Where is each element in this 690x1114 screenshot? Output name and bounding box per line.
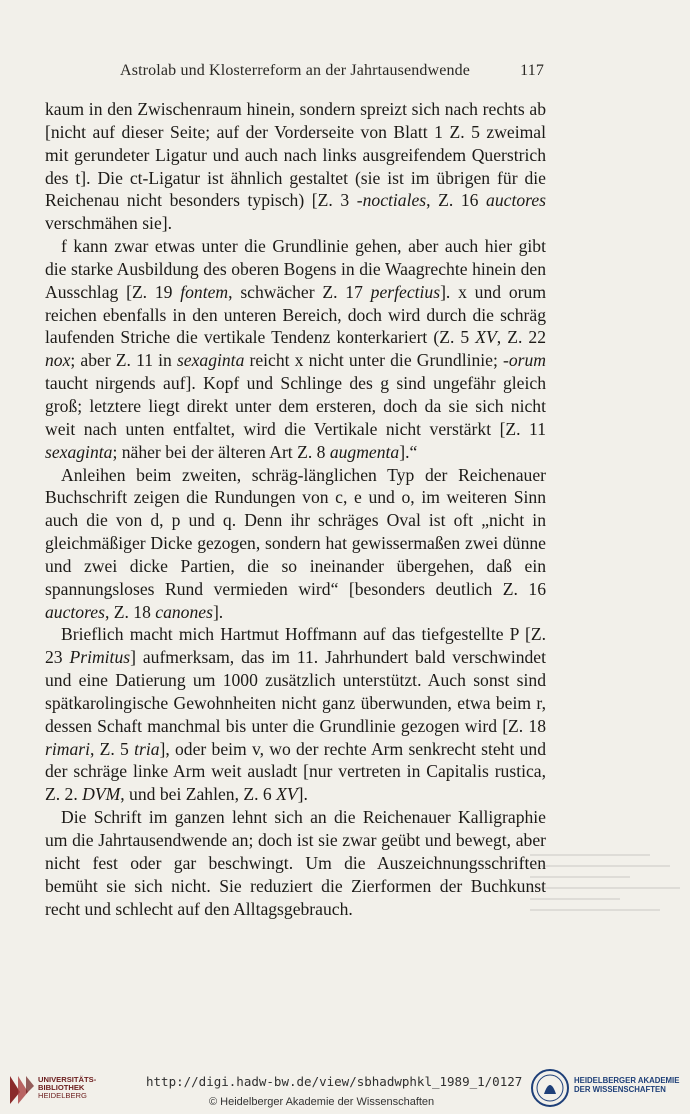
library-line: BIBLIOTHEK <box>38 1083 85 1093</box>
text-run: ], oder beim v, wo der rechte Arm senkrecht steht und der schräge linke Arm weit ausladt [nur vertreten in Capitalis rustica, Z. 2. <box>45 738 546 805</box>
text-run: , Z. 18 <box>104 601 156 622</box>
paragraph <box>45 623 546 806</box>
body-text <box>45 98 546 920</box>
italic-citation: tria <box>134 738 160 759</box>
italic-citation: auctores <box>45 601 105 622</box>
text-run: Anleihen beim zweiten, schräg-länglichen Typ der Reichenauer Buchschrift zeigen die Rundungen von c, e und o, im weiteren Sinn auch die von d, p und q. Denn ihr schräges Oval ist oft „nicht in gleichmäßiger Dicke gezogen, sondern hat gewissermaßen zwei dünne und zwei dicke Partien, die so ineinander übergehen, daß ein spannungsloses Rund vermieden wird“ [besonders deutlich Z. 16 <box>45 464 546 599</box>
page-number: 117 <box>520 62 544 79</box>
text-run: , Z. 16 <box>426 190 487 211</box>
italic-citation: sexaginta <box>176 350 245 371</box>
text-run: kaum in den Zwischenraum hinein, sondern spreizt sich nach rechts ab [nicht auf dieser Seite; auf der Vorderseite von Blatt 1 Z. 5 zweimal mit gerundeter Ligatur und auch nach links ausgreifendem Querstrich des t]. Die ct-Ligatur ist ähnlich gestaltet (sie ist im übrigen für die Reichenau nicht besonders typisch) [Z. 3 <box>45 99 546 211</box>
italic-citation: sexaginta <box>45 441 113 462</box>
text-run: , schwächer Z. 17 <box>228 281 371 302</box>
italic-citation: perfectius <box>370 281 441 302</box>
paragraph <box>45 464 546 624</box>
text-run: , Z. 5 <box>89 738 135 759</box>
library-line: HEIDELBERG <box>38 1091 87 1101</box>
text-run: , Z. 22 <box>496 327 546 348</box>
italic-citation: DVM <box>82 784 121 805</box>
text-run: f kann zwar etwas unter die Grundlinie gehen, aber auch hier gibt die starke Ausbildung des oberen Bogens in die Waagrechte hinein den Ausschlag [Z. 19 <box>45 236 546 302</box>
academy-seal-icon <box>530 1068 570 1108</box>
text-run: ; aber Z. 11 in <box>70 350 177 371</box>
text-run: ].“ <box>399 441 418 462</box>
library-line: UNIVERSITÄTS- <box>38 1075 97 1084</box>
copyright-notice: © Heidelberger Akademie der Wissenschaften <box>209 1096 435 1108</box>
italic-citation: -orum <box>502 350 546 371</box>
digitization-footer <box>0 1064 690 1114</box>
italic-citation: augmenta <box>329 441 400 462</box>
academy-line: HEIDELBERGER AKADEMIE <box>574 1076 680 1085</box>
running-title: Astrolab und Klosterreform an der Jahrtausendwende <box>120 62 471 79</box>
text-run: ]. x und orum reichen ebenfalls in den unteren Bereich, doch wird durch die schräg laufenden Striche die vertikale Tendenz konterkariert (Z. 5 <box>45 281 546 348</box>
paragraph <box>45 98 546 235</box>
permalink-url[interactable]: http://digi.hadw-bw.de/view/sbhadwphkl_1989_1/0127 <box>146 1074 523 1089</box>
italic-citation: auctores <box>486 190 546 211</box>
italic-citation: XV <box>475 327 497 348</box>
text-run: , und bei Zahlen, Z. 6 <box>120 784 277 805</box>
paragraph <box>45 806 546 920</box>
text-run: ]. <box>297 784 308 805</box>
university-library-name <box>38 1076 108 1101</box>
paragraph <box>45 235 546 463</box>
text-run: ]. <box>212 601 224 622</box>
text-run: ; näher bei der älteren Art Z. 8 <box>112 441 330 462</box>
text-run: taucht nirgends auf]. Kopf und Schlinge des g sind ungefähr gleich groß; letztere liegt direkt unter dem ersteren, doch da sie sich nicht weit nach unten entfaltet, wird die Vertikale nicht verstärkt [Z. 11 <box>45 373 546 439</box>
text-run: Die Schrift im ganzen lehnt sich an die Reichenauer Kalligraphie um die Jahrtausendwende an; doch ist sie zwar geübt und bewegt, aber nicht fest oder gar beschwingt. Um die Auszeichnungsschriften bemüht sie sich nicht. Sie reduziert die Zierformen der Buchkunst recht und schlecht auf den Alltagsgebrauch. <box>45 807 546 919</box>
italic-citation: fontem <box>180 281 229 302</box>
academy-line: DER WISSENSCHAFTEN <box>574 1085 666 1094</box>
italic-citation: canones <box>155 601 213 622</box>
italic-citation: rimari <box>45 738 90 759</box>
text-run: ] aufmerksam, das im 11. Jahrhundert bald verschwindet und eine Datierung um 1000 zusätzlich unterstützt. Auch sonst sind spätkarolingische Gewohnheiten nicht ganz überwunden, etwa beim r, dessen Schaft manchmal bis unter die Grundlinie gezogen wird [Z. 18 <box>45 647 546 736</box>
show-through-text <box>520 845 690 945</box>
italic-citation: Primitus <box>69 647 131 668</box>
text-run: reicht x nicht unter die Grundlinie; <box>244 350 503 371</box>
text-run: Brieflich macht mich Hartmut Hoffmann auf das tiefgestellte P [Z. 23 <box>45 624 546 668</box>
italic-citation: -noctiales <box>356 190 427 211</box>
italic-citation: nox <box>45 350 71 371</box>
academy-name <box>574 1076 686 1094</box>
italic-citation: XV <box>276 784 298 805</box>
text-run: verschmähen sie]. <box>45 213 173 234</box>
